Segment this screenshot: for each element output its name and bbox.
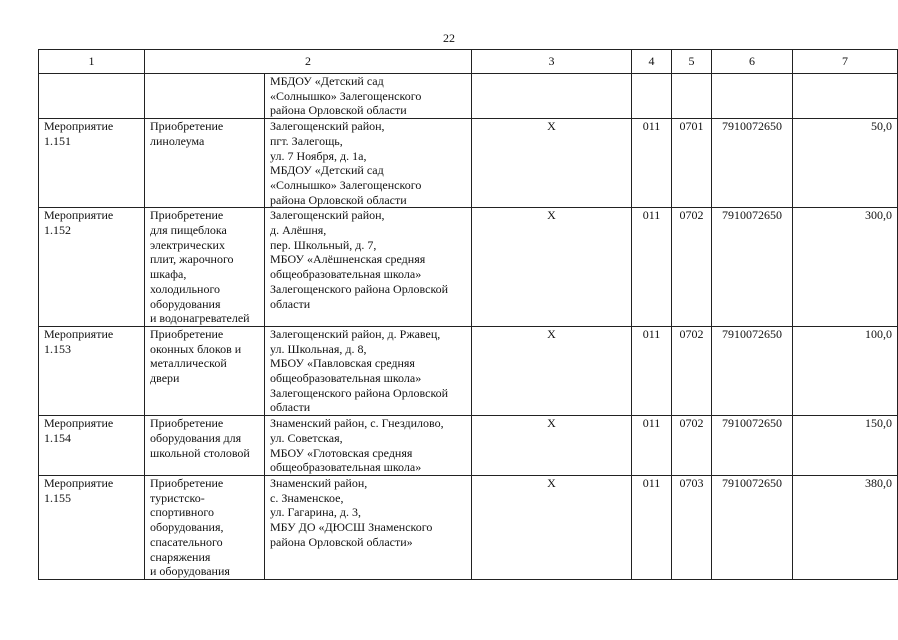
name-cell: [145, 475, 265, 579]
address-cell-line: Залегощенского района Орловской: [270, 385, 449, 400]
event-cell: [39, 475, 145, 579]
col-header-2: 2: [145, 50, 472, 74]
address-cell-line: с. Знаменское,: [270, 490, 344, 505]
event-cell-line: 1.152: [44, 223, 71, 238]
target-code-cell: 7910072650: [712, 119, 793, 208]
name-cell-line: спасательного: [150, 534, 223, 549]
event-cell-line: 1.153: [44, 341, 71, 356]
event-cell: [39, 416, 145, 476]
target-code-cell: [712, 74, 793, 119]
address-cell: [265, 475, 472, 579]
code-cell: [632, 74, 672, 119]
event-cell-line: Мероприятие: [44, 119, 114, 134]
address-cell-line: области: [270, 296, 311, 311]
name-cell: [145, 326, 265, 415]
section-cell: 0701: [672, 119, 712, 208]
col-header-7: 7: [793, 50, 898, 74]
name-cell-line: линолеума: [150, 133, 205, 148]
address-cell-line: Залегощенского района Орловской: [270, 281, 449, 296]
address-cell-line: области: [270, 400, 311, 415]
name-cell-line: спортивного: [150, 505, 214, 520]
target-code-cell: 7910072650: [712, 475, 793, 579]
name-cell-line: оборудования: [150, 296, 221, 311]
name-cell-line: снаряжения: [150, 549, 211, 564]
address-cell-line: МБОУ «Алёшненская средняя: [270, 252, 426, 267]
section-cell: 0702: [672, 416, 712, 476]
amount-cell: 100,0: [793, 326, 898, 415]
address-cell-line: ул. 7 Ноября, д. 1а,: [270, 148, 367, 163]
col-header-1: 1: [39, 50, 145, 74]
table-row: [39, 475, 898, 579]
section-cell: 0703: [672, 475, 712, 579]
amount-cell: 300,0: [793, 208, 898, 327]
address-cell-line: ул. Школьная, д. 8,: [270, 341, 367, 356]
address-cell-line: района Орловской области»: [270, 534, 413, 549]
name-cell-line: оконных блоков и: [150, 341, 242, 356]
table-row: [39, 208, 898, 327]
address-cell-line: МБУ ДО «ДЮСШ Знаменского: [270, 520, 433, 535]
target-code-cell: 7910072650: [712, 416, 793, 476]
event-cell-line: Мероприятие: [44, 326, 114, 341]
page-number: 22: [443, 31, 455, 45]
address-cell: [265, 208, 472, 327]
address-cell-line: ул. Гагарина, д. 3,: [270, 505, 361, 520]
name-cell: [145, 416, 265, 476]
name-cell: [145, 208, 265, 327]
section-cell: [672, 74, 712, 119]
mark-cell: Х: [472, 326, 632, 415]
address-cell-line: пгт. Залегощь,: [270, 133, 343, 148]
target-code-cell: 7910072650: [712, 208, 793, 327]
name-cell-line: Приобретение: [150, 326, 224, 341]
address-cell: [265, 74, 472, 119]
col-header-6: 6: [712, 50, 793, 74]
address-cell-line: «Солнышко» Залегощенского: [270, 177, 422, 192]
event-cell: [39, 326, 145, 415]
name-cell-line: Приобретение: [150, 475, 224, 490]
code-cell: 011: [632, 326, 672, 415]
address-cell: [265, 416, 472, 476]
col-header-3: 3: [472, 50, 632, 74]
section-cell: 0702: [672, 326, 712, 415]
header-row: [39, 50, 898, 74]
name-cell-line: для пищеблока: [150, 223, 227, 238]
table-row: [39, 119, 898, 208]
amount-cell: [793, 74, 898, 119]
amount-cell: 150,0: [793, 416, 898, 476]
address-cell-line: района Орловской области: [270, 103, 407, 118]
amount-cell: 380,0: [793, 475, 898, 579]
code-cell: 011: [632, 475, 672, 579]
table-row: [39, 326, 898, 415]
name-cell-line: шкафа,: [150, 267, 187, 282]
col-header-5: 5: [672, 50, 712, 74]
name-cell-line: оборудования для: [150, 430, 242, 445]
event-cell-line: Мероприятие: [44, 475, 114, 490]
address-cell-line: общеобразовательная школа»: [270, 267, 422, 282]
target-code-cell: 7910072650: [712, 326, 793, 415]
address-cell-line: МБДОУ «Детский сад: [270, 163, 384, 178]
address-cell-line: «Солнышко» Залегощенского: [270, 88, 422, 103]
address-cell-line: Залегощенский район,: [270, 119, 385, 134]
name-cell-line: электрических: [150, 237, 225, 252]
event-cell-line: 1.151: [44, 133, 71, 148]
budget-table: [38, 49, 898, 580]
event-cell-line: 1.154: [44, 430, 71, 445]
event-cell: [39, 208, 145, 327]
event-cell-line: Мероприятие: [44, 416, 114, 431]
address-cell-line: МБОУ «Павловская средняя: [270, 356, 415, 371]
name-cell-line: школьной столовой: [150, 445, 250, 460]
address-cell-line: общеобразовательная школа»: [270, 371, 422, 386]
address-cell-line: ул. Советская,: [270, 430, 343, 445]
mark-cell: Х: [472, 416, 632, 476]
name-cell-line: туристско-: [150, 490, 205, 505]
name-cell-line: Приобретение: [150, 119, 224, 134]
address-cell-line: д. Алёшня,: [270, 223, 327, 238]
name-cell-line: двери: [150, 371, 180, 386]
name-cell-line: Приобретение: [150, 416, 224, 431]
table-row: [39, 416, 898, 476]
amount-cell: 50,0: [793, 119, 898, 208]
name-cell-line: металлической: [150, 356, 227, 371]
event-cell: [39, 119, 145, 208]
mark-cell: Х: [472, 119, 632, 208]
name-cell: [145, 74, 265, 119]
name-cell-line: оборудования,: [150, 520, 224, 535]
name-cell-line: и оборудования: [150, 564, 230, 579]
address-cell-line: Знаменский район,: [270, 475, 368, 490]
mark-cell: [472, 74, 632, 119]
address-cell-line: МБДОУ «Детский сад: [270, 74, 384, 88]
address-cell-line: Знаменский район, с. Гнездилово,: [270, 416, 444, 431]
mark-cell: Х: [472, 208, 632, 327]
address-cell: [265, 119, 472, 208]
address-cell-line: Залегощенский район,: [270, 208, 385, 223]
event-cell: [39, 74, 145, 119]
name-cell-line: и водонагревателей: [150, 311, 250, 326]
name-cell-line: холодильного: [150, 281, 221, 296]
col-header-4: 4: [632, 50, 672, 74]
code-cell: 011: [632, 416, 672, 476]
name-cell: [145, 119, 265, 208]
section-cell: 0702: [672, 208, 712, 327]
mark-cell: Х: [472, 475, 632, 579]
address-cell-line: района Орловской области: [270, 192, 407, 207]
code-cell: 011: [632, 119, 672, 208]
table-row: [39, 74, 898, 119]
address-cell: [265, 326, 472, 415]
name-cell-line: Приобретение: [150, 208, 224, 223]
address-cell-line: общеобразовательная школа»: [270, 460, 422, 475]
address-cell-line: Залегощенский район, д. Ржавец,: [270, 326, 441, 341]
event-cell-line: 1.155: [44, 490, 71, 505]
name-cell-line: плит, жарочного: [150, 252, 234, 267]
event-cell-line: Мероприятие: [44, 208, 114, 223]
address-cell-line: МБОУ «Глотовская средняя: [270, 445, 413, 460]
code-cell: 011: [632, 208, 672, 327]
address-cell-line: пер. Школьный, д. 7,: [270, 237, 377, 252]
